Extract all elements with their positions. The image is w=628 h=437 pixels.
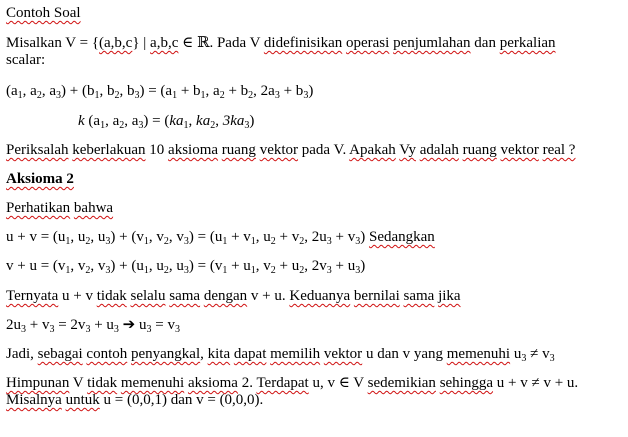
subscript: 2	[163, 236, 169, 247]
text-run: )	[308, 83, 314, 99]
subscript: 3	[355, 265, 361, 276]
text-run: sama	[403, 288, 435, 304]
text-run: + v	[275, 229, 300, 245]
subscript: 1	[65, 265, 71, 276]
text-run: , u	[168, 258, 184, 274]
text-run: aksioma	[168, 142, 219, 158]
subscript: 2	[270, 265, 276, 276]
subscript: 3	[274, 90, 280, 101]
scalar-definition	[78, 112, 254, 130]
text-run: dengan	[203, 288, 248, 304]
text-run: = v	[151, 317, 175, 333]
text-run: Ternyata	[6, 288, 59, 304]
text-run: + v	[331, 229, 356, 245]
addition-definition	[6, 82, 313, 100]
text-run: ,	[188, 113, 197, 129]
text-run: ,	[215, 113, 223, 129]
subscript: 3	[138, 120, 144, 131]
text-run: ,	[200, 346, 208, 362]
text-run: scalar:	[6, 52, 46, 68]
text-run: + v	[26, 317, 50, 333]
text-run: )	[249, 113, 255, 129]
text-run: perkalian	[499, 35, 556, 51]
subscript: 3	[549, 353, 555, 364]
subscript: 2	[248, 90, 254, 101]
subscript: 3	[326, 236, 332, 247]
text-run: Vy	[399, 142, 416, 158]
text-run: Sedangkan	[368, 229, 435, 245]
text-run: ) = (	[143, 113, 170, 129]
text-run: + u	[227, 258, 251, 274]
text-run: memenuhi	[120, 375, 185, 391]
text-run: sehingga	[439, 375, 494, 391]
text-run: 3ka	[222, 113, 245, 129]
text-run: Periksalah	[6, 142, 69, 158]
text-run: 2.	[237, 375, 257, 391]
subscript: 3	[521, 353, 527, 364]
text-run: u = (0,0,1) dan v = (0,0,0).	[99, 392, 264, 408]
text-run: , u	[255, 229, 271, 245]
text-run: u + v = (u	[6, 229, 66, 245]
subscript: 2	[36, 90, 42, 101]
subscript: 2	[270, 236, 276, 247]
text-run: Keduanya	[289, 288, 351, 304]
subscript: 2	[114, 90, 120, 101]
text-run: , v	[255, 258, 271, 274]
text-run: , v	[148, 229, 164, 245]
text-run: vektor	[259, 142, 299, 158]
text-run: ka	[196, 113, 211, 129]
text-run: vektor	[500, 142, 539, 158]
text-run: real ?	[542, 142, 576, 158]
text-run: , u	[70, 229, 86, 245]
text-run: Aksioma 2	[6, 171, 74, 187]
subscript: 2	[210, 120, 216, 131]
text-run: memilih	[270, 346, 321, 362]
text-run: sedemikian	[367, 375, 436, 391]
text-run: ) + (b	[61, 83, 95, 99]
text-run: + b	[177, 83, 201, 99]
conclusion-line-2	[6, 391, 263, 409]
question-line	[6, 141, 575, 159]
text-run: V	[69, 375, 88, 391]
counterexample-line	[6, 345, 555, 363]
text-run: (a,b,c	[99, 35, 133, 51]
text-run: v + u = (v	[6, 258, 66, 274]
text-run: untuk	[65, 392, 100, 408]
text-run: , v	[168, 229, 184, 245]
text-run: , u	[90, 229, 106, 245]
subscript: 1	[17, 90, 23, 101]
subscript: 3	[183, 236, 189, 247]
text-run: , 2a	[253, 83, 275, 99]
text-run: + b	[224, 83, 249, 99]
text-run: )	[360, 258, 366, 274]
text-run: ≠ v	[526, 346, 550, 362]
text-run: operasi	[345, 35, 390, 51]
text-run: dapat	[233, 346, 267, 362]
text-run: ∈ ℝ. Pada V	[178, 35, 264, 51]
text-run: Misalkan V = {	[6, 35, 100, 51]
text-run: dan	[470, 35, 500, 51]
text-run: jika	[438, 288, 461, 304]
subscript: 1	[222, 236, 228, 247]
text-run: , a	[205, 83, 220, 99]
text-run: )	[360, 229, 369, 245]
subscript: 3	[105, 236, 111, 247]
text-run: + u	[90, 317, 114, 333]
ternyata-line	[6, 287, 461, 305]
subscript: 1	[94, 90, 100, 101]
text-run: sama	[169, 288, 201, 304]
text-run: ) = (a	[139, 83, 173, 99]
text-run: bahwa	[73, 200, 114, 216]
subscript: 3	[21, 324, 26, 335]
subscript: 1	[222, 265, 228, 276]
text-run: tidak	[87, 375, 118, 391]
text-run: Perhatikan	[6, 200, 71, 216]
subscript: 2	[85, 236, 91, 247]
text-run: penyangkal	[130, 346, 201, 362]
text-run: , a	[124, 113, 139, 129]
text-run: sebagai	[37, 346, 83, 362]
text-run: + u	[331, 258, 356, 274]
subscript: 2	[119, 120, 125, 131]
subscript: 1	[183, 120, 189, 131]
text-run: ) + (v	[110, 229, 144, 245]
subscript: 3	[49, 324, 55, 335]
text-run: memenuhi	[446, 346, 511, 362]
subscript: 1	[250, 265, 256, 276]
text-run: u dan v yang	[362, 346, 447, 362]
text-run: , 2v	[304, 258, 327, 274]
subscript: 3	[326, 265, 332, 276]
text-run: vektor	[323, 346, 363, 362]
text-run: didefinisikan	[263, 35, 343, 51]
u-plus-v-line	[6, 228, 435, 246]
subscript: 3	[355, 236, 361, 247]
text-run: + v	[227, 229, 251, 245]
text-run: , u	[148, 258, 164, 274]
subscript: 1	[100, 120, 106, 131]
text-run: Terdapat	[256, 375, 309, 391]
perhatikan-line	[6, 199, 113, 217]
text-run: u + v	[58, 288, 97, 304]
text-run: , b	[99, 83, 115, 99]
title-contoh-soal	[6, 4, 81, 22]
subscript: 1	[143, 265, 149, 276]
text-run: ) = (v	[188, 258, 223, 274]
subscript: 3	[303, 90, 309, 101]
text-run: Contoh Soal	[6, 5, 81, 21]
subscript: 2	[85, 265, 91, 276]
text-run: , v	[90, 258, 106, 274]
subscript: 2	[219, 90, 225, 101]
text-run: penjumlahan	[393, 35, 471, 51]
subscript: 3	[85, 324, 91, 335]
text-run: a,b,c	[150, 35, 179, 51]
text-run: bernilai	[353, 288, 400, 304]
v-plus-u-line	[6, 257, 365, 275]
subscript: 3	[56, 90, 61, 101]
subscript: 1	[172, 90, 178, 101]
equation-line	[6, 316, 180, 334]
text-run: Jadi,	[6, 346, 38, 362]
text-run: Apakah	[349, 142, 396, 158]
text-run: aksioma	[187, 375, 238, 391]
text-run: , a	[105, 113, 120, 129]
subscript: 3	[105, 265, 111, 276]
text-run: 10	[145, 142, 169, 158]
text-run: v + u.	[247, 288, 290, 304]
text-run: + u	[275, 258, 300, 274]
subscript: 1	[143, 236, 149, 247]
text-run: , b	[119, 83, 135, 99]
text-run: , a	[22, 83, 37, 99]
text-run: ➔ u	[118, 317, 147, 333]
heading-aksioma-2	[6, 170, 74, 188]
subscript: 2	[299, 265, 305, 276]
subscript: 3	[183, 265, 189, 276]
subscript: 1	[250, 236, 256, 247]
text-run: adalah	[419, 142, 459, 158]
text-run: kita	[207, 346, 231, 362]
text-run: ) = (u	[188, 229, 223, 245]
text-run: u, v ∈ V	[308, 375, 368, 391]
text-run: (a	[84, 113, 101, 129]
subscript: 3	[174, 324, 180, 335]
text-run: = 2v	[54, 317, 86, 333]
text-run: pada V.	[298, 142, 350, 158]
problem-line-1	[6, 34, 556, 52]
subscript: 1	[65, 236, 71, 247]
text-run: } |	[132, 35, 151, 51]
text-run: , a	[41, 83, 56, 99]
subscript: 2	[299, 236, 305, 247]
text-run: , 2u	[304, 229, 327, 245]
text-run: ka	[169, 113, 184, 129]
text-run: 2u	[6, 317, 21, 333]
text-run: tidak	[96, 288, 127, 304]
problem-line-2	[6, 51, 45, 69]
text-run: ) + (u	[110, 258, 144, 274]
conclusion-line-1	[6, 374, 578, 392]
text-run: + b	[279, 83, 304, 99]
subscript: 3	[244, 120, 250, 131]
subscript: 3	[113, 324, 119, 335]
subscript: 1	[200, 90, 206, 101]
text-run: u + v ≠ v + u.	[493, 375, 579, 391]
subscript: 3	[146, 324, 152, 335]
text-run: contoh	[86, 346, 128, 362]
text-run: u	[510, 346, 522, 362]
text-run: ruang	[221, 142, 256, 158]
text-run: Himpunan	[6, 375, 70, 391]
text-run: (a	[6, 83, 18, 99]
text-run: keberlakuan	[72, 142, 146, 158]
text-run: Misalnya	[6, 392, 62, 408]
subscript: 3	[134, 90, 140, 101]
text-run: selalu	[130, 288, 166, 304]
text-run: , v	[70, 258, 86, 274]
text-run: ruang	[462, 142, 497, 158]
subscript: 2	[163, 265, 169, 276]
text-run: k	[78, 113, 85, 129]
